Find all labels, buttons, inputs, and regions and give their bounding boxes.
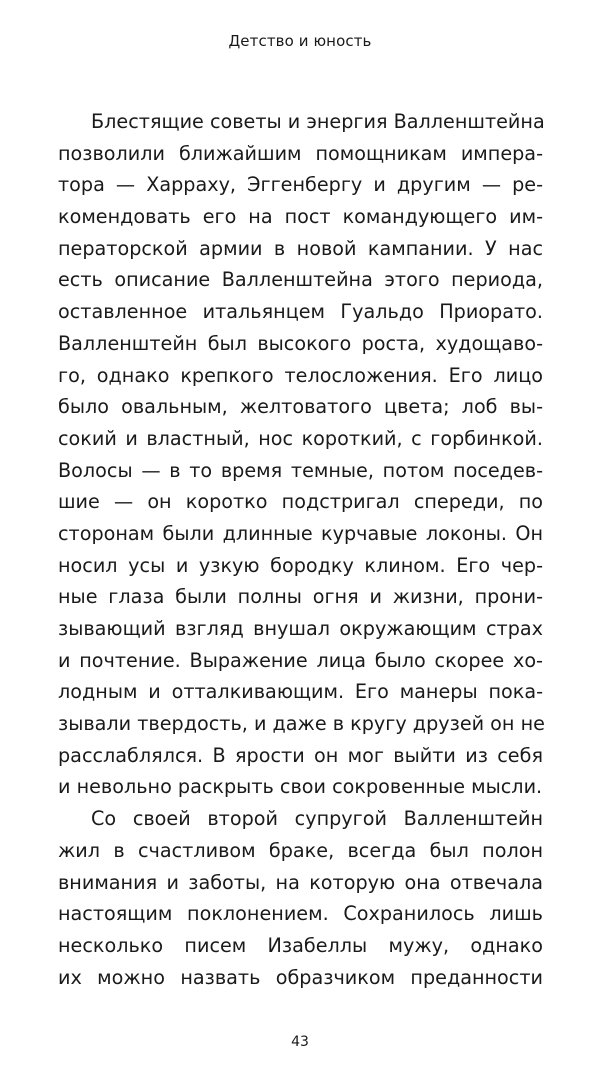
text-line: зывали твердость, и даже в кругу друзей он не [58,712,545,736]
body-text [58,106,543,993]
text-line: сторонам были длинные курчавые локоны. Он [58,521,543,545]
text-line: оставленное итальянцем Гуальдо Приорато. [58,300,543,324]
running-head-title: Детство и юность [228,32,372,50]
text-line: носил усы и узкую бородку клином. Его чер- [58,553,543,577]
text-line: Валленштейн был высокого роста, худощаво- [58,331,543,355]
text-line: несколько писем Изабеллы мужу, однако [58,933,543,957]
text-line: Со своей второй супругой Валленштейн [91,807,543,831]
text-line: есть описание Валленштейна этого периода, [58,268,543,292]
paragraph-1 [58,106,543,803]
text-line: Волосы — в то время темные, потом поседев- [58,458,543,482]
text-line: ператорской армии в новой кампании. У нас [58,236,543,260]
text-line: зывающий взгляд внушал окружающим страх [58,617,543,640]
text-line: внимания и заботы, на которую она отвечала [58,870,543,894]
text-line: расслаблялся. В ярости он мог выйти из себя [58,743,543,767]
text-line: сокий и властный, нос короткий, с горбинкой. [58,426,543,450]
text-line: тора — Харраху, Эггенбергу и другим — ре- [58,173,543,197]
text-line: и невольно раскрыть свои сокровенные мысли. [58,775,543,799]
text-line: позволили ближайшим помощникам импера- [58,141,543,165]
paragraph-2 [58,803,543,993]
text-line: лодным и отталкивающим. Его манеры пока- [58,680,543,704]
text-line: ные глаза были полны огня и жизни, прони- [58,585,543,609]
text-line: шие — он коротко подстригал спереди, по [58,490,543,514]
text-line: жил в счастливом браке, всегда был полон [58,838,543,862]
page-number: 43 [291,1034,309,1050]
text-line: было овальным, желтоватого цвета; лоб вы- [58,395,543,419]
text-line: их можно назвать образчиком преданности [58,965,543,989]
text-line: го, однако крепкого телосложения. Его лицо [58,363,543,387]
text-line: настоящим поклонением. Сохранилось лишь [58,902,543,926]
text-line: Блестящие советы и энергия Валленштейна [91,110,545,133]
text-line: комендовать его на пост командующего им- [58,205,543,229]
text-line: и почтение. Выражение лица было скорее хо- [58,648,543,672]
